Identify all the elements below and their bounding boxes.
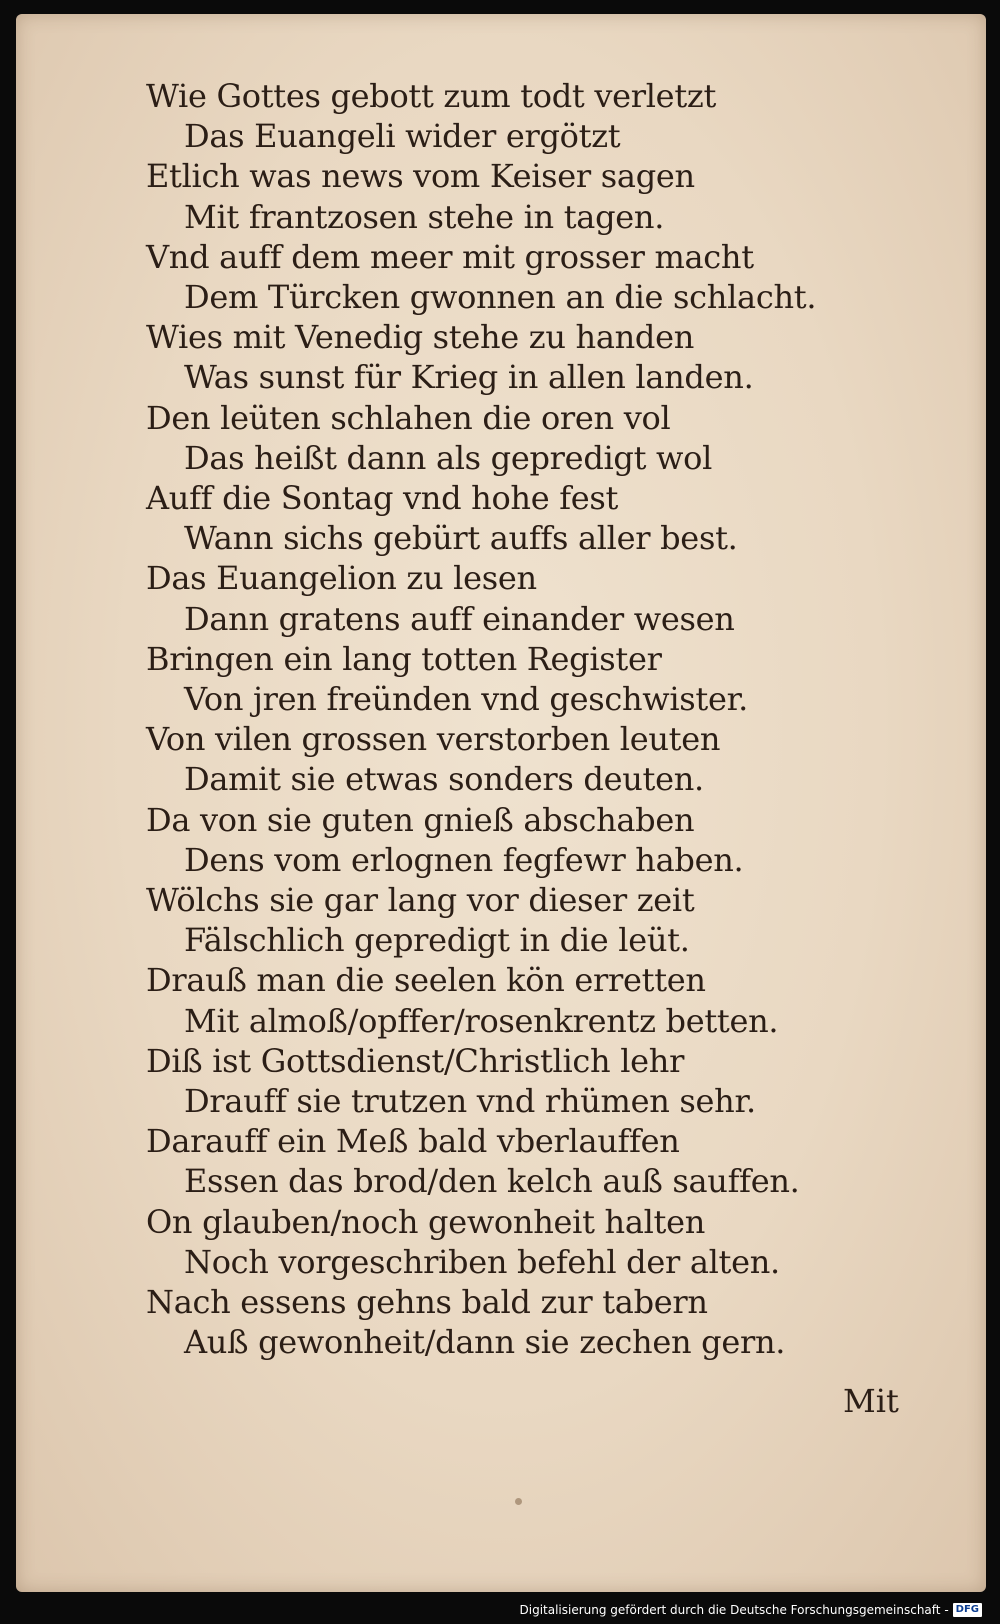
show-through-bleed xyxy=(860,74,986,1394)
verse-line: Mit frantzosen stehe in tagen. xyxy=(184,197,665,236)
verse-line: Etlich was news vom Keiser sagen xyxy=(146,157,695,196)
verse-line: Wie Gottes gebott zum todt verletzt xyxy=(146,77,717,115)
verse-line: Mit almoß/opffer/rosenkrentz betten. xyxy=(184,1001,779,1040)
verse-line: Diß ist Gottsdienst/Christlich lehr xyxy=(146,1041,685,1080)
verse-line: Von vilen grossen verstorben leuten xyxy=(146,720,721,759)
verse-line: Drauß man die seelen kön erretten xyxy=(146,961,706,1000)
verse-line: Wölchs sie gar lang vor dieser zeit xyxy=(146,881,695,920)
digitization-footer xyxy=(520,1602,983,1618)
verse-line: On glauben/noch gewonheit halten xyxy=(146,1202,706,1241)
verse-line: Das heißt dann als gepredigt wol xyxy=(184,438,713,477)
verse-line: Das Euangeli wider ergötzt xyxy=(184,117,621,156)
verse-line: Den leüten schlahen die oren vol xyxy=(146,398,671,437)
verse-line: Bringen ein lang totten Register xyxy=(146,639,662,678)
catchword: Mit xyxy=(843,1382,899,1420)
verse-line: Dens vom erlognen fegfewr haben. xyxy=(184,840,744,879)
book-page xyxy=(16,14,986,1592)
verse-line: Fälschlich gepredigt in die leüt. xyxy=(184,921,690,960)
ink-dot xyxy=(515,1498,522,1505)
verse-line: Essen das brod/den kelch auß sauffen. xyxy=(184,1162,800,1201)
verse-line: Wann sichs gebürt auffs aller best. xyxy=(184,519,738,558)
funding-credit: Digitalisierung gefördert durch die Deutsche Forschungsgemeinschaft - xyxy=(519,1603,949,1617)
verse-line: Da von sie guten gnieß abschaben xyxy=(146,800,695,839)
verse-block xyxy=(146,76,846,1363)
verse-line: Dem Türcken gwonnen an die schlacht. xyxy=(184,278,817,317)
verse-line: Von jren freünden vnd geschwister. xyxy=(184,680,748,719)
verse-line: Vnd auff dem meer mit grosser macht xyxy=(146,237,754,276)
dfg-logo-icon: DFG xyxy=(953,1603,982,1617)
verse-line: Wies mit Venedig stehe zu handen xyxy=(146,318,695,357)
verse-line: Darauff ein Meß bald vberlauffen xyxy=(146,1122,680,1161)
verse-line: Nach essens gehns bald zur tabern xyxy=(146,1283,708,1322)
verse-line: Drauff sie trutzen vnd rhümen sehr. xyxy=(184,1082,756,1121)
verse-line: Noch vorgeschriben befehl der alten. xyxy=(184,1242,780,1281)
verse-line: Auff die Sontag vnd hohe fest xyxy=(146,479,619,518)
verse-line: Auß gewonheit/dann sie zechen gern. xyxy=(184,1323,786,1362)
verse-line: Damit sie etwas sonders deuten. xyxy=(184,760,704,799)
verse-line: Dann gratens auff einander wesen xyxy=(184,599,735,638)
verse-line: Was sunst für Krieg in allen landen. xyxy=(184,358,754,397)
verse-line: Das Euangelion zu lesen xyxy=(146,559,537,598)
